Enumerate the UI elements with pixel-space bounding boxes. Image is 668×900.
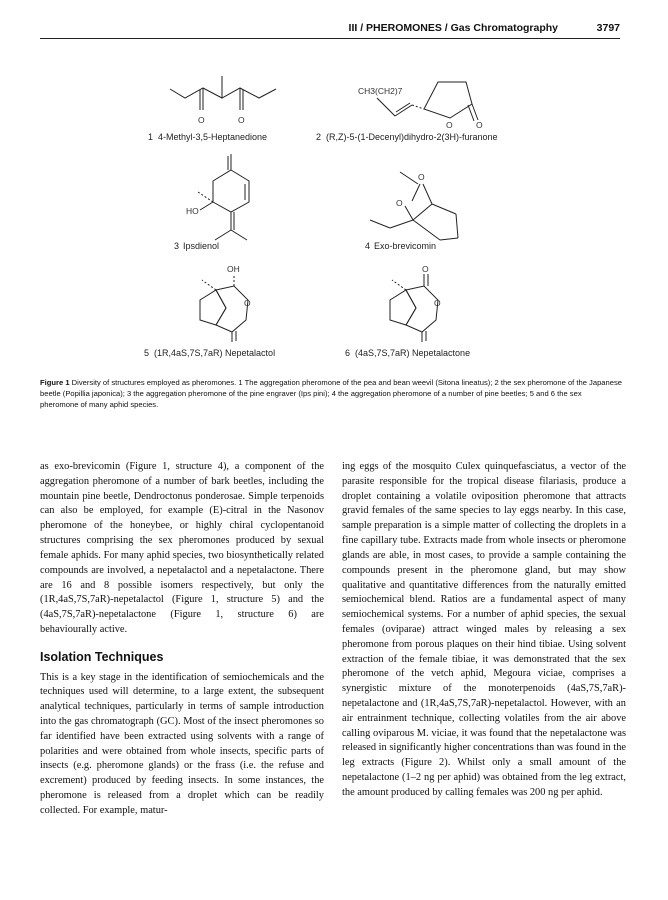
body-paragraph: as exo-brevicomin (Figure 1, structure 4), a component of the aggregation pheromone of a number of bark beetles, including the mountain pine beetle, Dendroctonus ponderosae. Simple terpenoids can also be employed, for example (E)-citral in the Nasonov pheromone of the honeybee, or highly chiral cyclopentanoid structures comprising the sex pheromones produced by sexual female aphids. For many aphid species, two biosynthetically related compounds are involved, a nepetalactol and a nepetalactone. There are 16 and 8 possible isomers respectively, but only the (1R,4aS,7S,7aR)-nepetalactol (Figure 1, structure 5) and the (4aS,7S,7aR)-nepetalactone (Figure 1, structure 6) are behaviourally active. bbox=[40, 461, 324, 635]
atom-o: O bbox=[418, 172, 425, 182]
section-heading: Isolation Techniques bbox=[40, 649, 164, 664]
structure-3-number: 3 bbox=[174, 241, 180, 251]
atom-o: O bbox=[476, 120, 483, 130]
structure-4-name: Exo-brevicomin bbox=[374, 241, 437, 251]
structure-2 bbox=[316, 82, 498, 142]
page-number: 3797 bbox=[596, 22, 620, 34]
figure-caption-prefix: Figure 1 bbox=[40, 378, 70, 387]
structure-5 bbox=[144, 264, 275, 358]
atom-o: O bbox=[244, 298, 251, 308]
structure-1 bbox=[148, 76, 276, 142]
body-paragraph: This is a key stage in the identification of semiochemicals and the techniques used will determine, to a large extent, the subsequent analytical techniques, particularly in terms of sample introduction into the gas chromatograph (GC). Most of the insect pheromones so far identified have been extracted using solvents with a range of polarities and were obtained from whole insects, specific parts of insects (e.g. pheromone glands) or the frass (i.e. the refuse and excrement) produced by feeding insects. In some instances, the pheromone is released from a droplet which can be readily collected. For example, matur- bbox=[40, 671, 324, 816]
left-column bbox=[40, 460, 324, 819]
structure-6 bbox=[345, 264, 470, 358]
right-column bbox=[342, 460, 626, 801]
structure-2-name: (R,Z)-5-(1-Decenyl)dihydro-2(3H)-furanone bbox=[326, 132, 498, 142]
structure-1-name: 4-Methyl-3,5-Heptanedione bbox=[158, 132, 268, 142]
figure-caption-text: Diversity of structures employed as pheromones. 1 The aggregation pheromone of the pea and bean weevil (Sitona lineatus); 2 the sex pheromone of the Japanese beetle (Popillia japonica); 3 the aggregation pheromone of the pine engraver (Ips pini); 4 the aggregation pheromone of a number of pine beetles; 5 and 6 the sex pheromone of many aphid species. bbox=[40, 378, 622, 409]
structure-5-name: (1R,4aS,7S,7aR) Nepetalactol bbox=[154, 348, 276, 358]
structure-3 bbox=[174, 154, 249, 251]
chain-label: CH3(CH2)7 bbox=[358, 86, 403, 96]
structure-4 bbox=[365, 172, 458, 251]
structure-5-number: 5 bbox=[144, 348, 150, 358]
atom-o: O bbox=[422, 264, 429, 274]
atom-oh: OH bbox=[227, 264, 240, 274]
atom-o: O bbox=[198, 115, 205, 125]
running-header bbox=[40, 22, 620, 39]
atom-o: O bbox=[396, 198, 403, 208]
figure-caption bbox=[40, 377, 622, 410]
structure-2-number: 2 bbox=[316, 132, 322, 142]
atom-ho: HO bbox=[186, 206, 199, 216]
figure-1-structures bbox=[40, 44, 630, 374]
structure-6-number: 6 bbox=[345, 348, 351, 358]
body-paragraph: ing eggs of the mosquito Culex quinquefasciatus, a vector of the parasite responsible for the tropical disease filariasis, produce a droplet containing a volatile oviposition pheromone that attracts gravid females of the same species to lay eggs nearby. In this case, sample preparation is a simple matter of collecting the droplets in a fine capillary tube. Extracts made from whole insects or pheromone glands are able, in most cases, to provide a sample containing the compounds present in the pheromone gland, but may show qualitative and quantitative differences from the naturally emitted semiochemical blend. Ratios are a fundamental aspect of many semiochemical systems. For a number of aphid species, the sexual females (oviparae) attract winged males by releasing a sex pheromone from porous plaques on their hind tibiae. Using solvent extraction of the female tibiae, it was demonstrated that the sex pheromone of the vetch aphid, Megoura viciae, comprises a synergistic mixture of the monoterpenoids (4aS,7S,7aR)-nepetalactone and (1R,4aS,7S,7aR)-nepetalactol. However, with an air entrainment technique, collecting volatiles from the air above calling oviparous M. viciae, it was found that the nepetalactone was released in significantly higher concentrations than was found in the leg extracts (Figure 2). Whilst only a small amount of the nepetalactone (1–2 ng per aphid) was obtained from the leg extract, the amount produced by calling females was 200 ng per aphid. bbox=[342, 461, 626, 798]
structure-6-name: (4aS,7S,7aR) Nepetalactone bbox=[355, 348, 471, 358]
structure-1-number: 1 bbox=[148, 132, 154, 142]
atom-o: O bbox=[434, 298, 441, 308]
atom-o: O bbox=[238, 115, 245, 125]
header-title: III / PHEROMONES / Gas Chromatography bbox=[348, 22, 558, 34]
structure-4-number: 4 bbox=[365, 241, 371, 251]
structure-3-name: Ipsdienol bbox=[183, 241, 220, 251]
atom-o: O bbox=[446, 120, 453, 130]
